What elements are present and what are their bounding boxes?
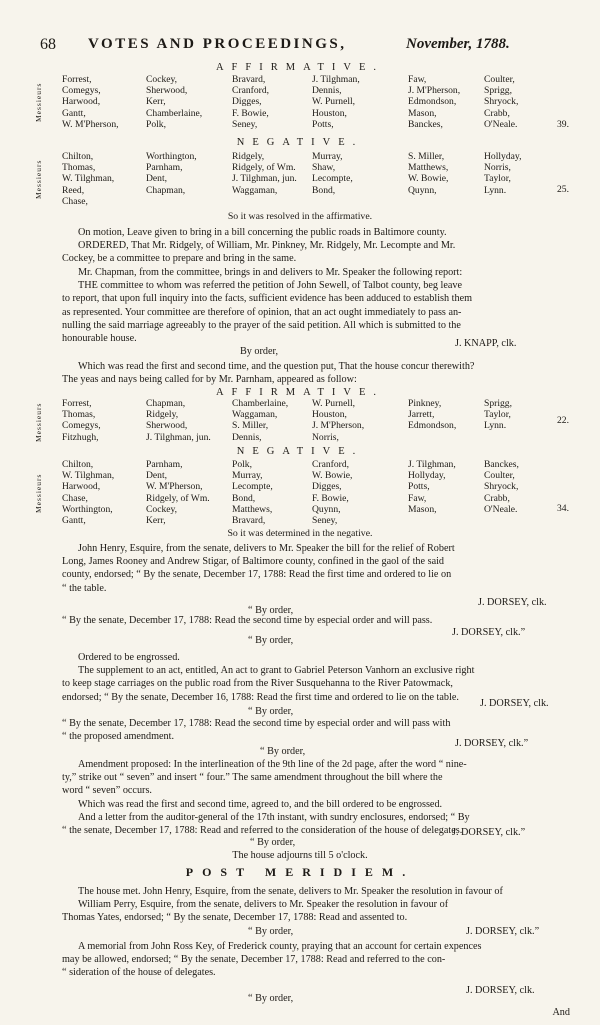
text-line: “ the table. bbox=[62, 582, 107, 594]
text-line: And a letter from the auditor-general of the 17th instant, with sundry enclosures, endorsed; “ By bbox=[78, 811, 470, 823]
text-line: endorsed; “ By the senate, December 16, 1788: Read the first time and ordered to lie on the table. bbox=[62, 691, 459, 703]
text-line: “ By the senate, December 17, 1788: Read the second time by especial order and will pass with bbox=[62, 718, 451, 729]
vote2-negative-messieurs: Messieurs bbox=[34, 473, 43, 513]
text-line: to report, that upon full inquiry into the facts, sufficient evidence has been adduced to establish them bbox=[62, 293, 473, 305]
voter-name: W. M'Pherson, bbox=[62, 118, 119, 130]
voter-name: Dennis, bbox=[312, 85, 342, 97]
voter-column bbox=[408, 151, 448, 196]
voter-name: Cranford, bbox=[232, 85, 270, 97]
sig5-clerk: J. DORSEY, clk.” bbox=[455, 738, 529, 749]
voter-name: Banckes, bbox=[408, 118, 443, 130]
voter-name: Edmondson, bbox=[408, 420, 457, 432]
voter-name: F. Bowie, bbox=[232, 107, 269, 119]
sig4-clerk: J. DORSEY, clk. bbox=[480, 698, 549, 709]
voter-name: Quynn, bbox=[408, 184, 437, 196]
voter-name: Reed, bbox=[62, 184, 85, 196]
voter-column bbox=[62, 151, 114, 207]
voter-name: Mason, bbox=[408, 503, 437, 515]
voter-name: Crabb, bbox=[484, 492, 510, 504]
voter-column bbox=[146, 459, 210, 526]
voter-column bbox=[484, 398, 512, 432]
voter-name: Lynn. bbox=[484, 420, 507, 432]
voter-column bbox=[484, 74, 518, 130]
voter-name: Shaw, bbox=[312, 162, 336, 174]
voter-name: Murray, bbox=[312, 151, 343, 162]
text-line: John Henry, Esquire, from the senate, delivers to Mr. Speaker the bill for the relief of Robert bbox=[78, 543, 455, 554]
voter-column bbox=[484, 151, 521, 196]
voter-column bbox=[232, 151, 297, 196]
vote2-negative-heading: NEGATIVE. bbox=[236, 446, 364, 457]
text-line: Which was read the first and second time, and the question put, That the house concur therewith? bbox=[78, 361, 475, 372]
voter-name: W. Purnell, bbox=[312, 96, 356, 108]
voter-name: Matthews, bbox=[232, 503, 273, 515]
voter-name: Seney, bbox=[312, 514, 338, 526]
vote2-negative-count: 34. bbox=[557, 503, 569, 514]
vote1-negative-messieurs: Messieurs bbox=[34, 159, 43, 199]
voter-name: Cockey, bbox=[146, 503, 178, 515]
voter-name: Chase, bbox=[62, 492, 88, 504]
text-line: as represented. Your committee are therefore of opinion, that an act ought immediately to pass an- bbox=[62, 306, 462, 318]
voter-name: Bond, bbox=[312, 184, 336, 196]
voter-column bbox=[146, 398, 211, 443]
para-stage-carriages bbox=[62, 651, 576, 704]
voter-name: Worthington, bbox=[62, 503, 113, 515]
voter-name: Ridgely, bbox=[232, 151, 265, 162]
voter-name: Dennis, bbox=[232, 431, 262, 443]
text-line: Amendment proposed: In the interlineation of the 9th line of the 2d page, after the word “ nine- bbox=[78, 759, 467, 770]
voter-name: Pinkney, bbox=[408, 398, 442, 409]
voter-column bbox=[408, 459, 456, 515]
text-line: The yeas and nays being called for by Mr. Parnham, appeared as follow: bbox=[62, 374, 357, 386]
voter-name: Bravard, bbox=[232, 74, 266, 85]
vote1-negative-count: 25. bbox=[557, 184, 569, 195]
voter-name: Chapman, bbox=[146, 398, 186, 409]
text-line: “ sideration of the house of delegates. bbox=[62, 967, 216, 979]
text-line: ty,” strike out “ seven” and insert “ four.” The same amendment throughout the bill where the bbox=[62, 772, 443, 784]
text-line: county, endorsed; “ By the senate, December 17, 1788: Read the first time and ordered to lie on bbox=[62, 569, 452, 581]
sig6-by-order: “ By order, bbox=[250, 837, 296, 848]
voter-column bbox=[232, 459, 273, 526]
text-line: Which was read the first and second time, agreed to, and the bill ordered to be engrossed. bbox=[78, 798, 443, 810]
text-line: nulling the said marriage agreeably to the prayer of the said petition. All which is submitted to the bbox=[62, 319, 461, 331]
voter-name: Faw, bbox=[408, 492, 427, 504]
text-line: On motion, Leave given to bring in a bill concerning the public roads in Baltimore county. bbox=[78, 227, 447, 238]
para-key-memorial bbox=[62, 940, 576, 980]
voter-name: Lecompte, bbox=[312, 173, 353, 185]
voter-column bbox=[312, 151, 353, 196]
sig5-by-order: “ By order, bbox=[260, 746, 306, 757]
voter-name: Forrest, bbox=[62, 74, 92, 85]
voter-name: Taylor, bbox=[484, 173, 511, 185]
voter-column bbox=[62, 74, 119, 130]
voter-name: Chapman, bbox=[146, 184, 186, 196]
text-line: The supplement to an act, entitled, An act to grant to Gabriel Peterson Vanhorn an exclusive right bbox=[78, 665, 475, 677]
voter-column bbox=[484, 459, 519, 515]
voter-name: Shryock, bbox=[484, 481, 519, 493]
text-line: to keep stage carriages on the public road from the River Susquehanna to the River Patowmack, bbox=[62, 678, 453, 690]
voter-name: Forrest, bbox=[62, 398, 92, 409]
voter-name: Harwood, bbox=[62, 96, 101, 108]
voter-name: S. Miller, bbox=[408, 151, 445, 162]
voter-name: Ridgely, of Wm. bbox=[146, 492, 210, 504]
voter-name: J. Tilghman, bbox=[408, 459, 456, 470]
voter-name: Chilton, bbox=[62, 459, 94, 470]
para-roads-bill bbox=[62, 226, 576, 266]
text-line: word “ seven” occurs. bbox=[62, 785, 152, 797]
adjournment: The house adjourns till 5 o'clock. bbox=[232, 850, 368, 861]
sig8-clerk: J. DORSEY, clk. bbox=[466, 985, 535, 996]
voter-name: Taylor, bbox=[484, 409, 511, 421]
text-line: Ordered to be engrossed. bbox=[78, 652, 180, 663]
voter-name: Digges, bbox=[312, 481, 342, 493]
voter-name: Fitzhugh, bbox=[62, 431, 99, 443]
voter-name: Sprigg, bbox=[484, 85, 512, 97]
voter-name: Sherwood, bbox=[146, 420, 188, 432]
voter-name: Chamberlaine, bbox=[146, 107, 203, 119]
voter-name: Polk, bbox=[232, 459, 252, 470]
vote2-affirmative-heading: AFFIRMATIVE. bbox=[215, 387, 385, 398]
voter-name: Sprigg, bbox=[484, 398, 512, 409]
voter-name: Ridgely, of Wm. bbox=[232, 162, 296, 174]
voter-name: Hollyday, bbox=[408, 470, 446, 482]
voter-name: W. M'Pherson, bbox=[146, 481, 203, 493]
vote1-affirmative-count: 39. bbox=[557, 119, 569, 130]
para-yeas-nays bbox=[62, 360, 576, 386]
sig1-clerk: J. KNAPP, clk. bbox=[455, 338, 517, 349]
voter-name: J. Tilghman, jun. bbox=[146, 431, 211, 443]
vote2-result: So it was determined in the negative. bbox=[227, 528, 373, 539]
voter-name: O'Neale. bbox=[484, 503, 518, 515]
page-number: 68 bbox=[40, 36, 56, 53]
voter-name: Chamberlaine, bbox=[232, 398, 289, 409]
voter-name: J. Tilghman, jun. bbox=[232, 173, 297, 185]
voter-name: Waggaman, bbox=[232, 409, 278, 421]
voter-column bbox=[62, 459, 114, 526]
voter-name: Norris, bbox=[484, 162, 511, 174]
voter-name: Edmondson, bbox=[408, 96, 457, 108]
vote2-affirmative-count: 22. bbox=[557, 415, 569, 426]
text-line: “ the senate, December 17, 1788: Read and referred to the consideration of the house of delegates. bbox=[62, 824, 463, 836]
voter-column bbox=[312, 74, 360, 130]
voter-column bbox=[146, 151, 197, 196]
voter-name: J. M'Pherson, bbox=[408, 85, 461, 97]
voter-name: Shryock, bbox=[484, 96, 519, 108]
voter-name: Murray, bbox=[232, 470, 263, 482]
vote1-affirmative-messieurs: Messieurs bbox=[34, 82, 43, 122]
voter-column bbox=[146, 74, 202, 130]
voter-name: Thomas, bbox=[62, 409, 96, 421]
vote1-negative-heading: NEGATIVE. bbox=[236, 137, 364, 148]
sig3-clerk: J. DORSEY, clk.” bbox=[452, 627, 526, 638]
sig2-clerk: J. DORSEY, clk. bbox=[478, 597, 547, 608]
voter-name: Comegys, bbox=[62, 85, 101, 97]
voter-name: W. Bowie, bbox=[312, 470, 353, 482]
voter-name: Polk, bbox=[146, 118, 166, 130]
text-line: Mr. Chapman, from the committee, brings in and delivers to Mr. Speaker the following report: bbox=[78, 267, 463, 278]
voter-name: Hollyday, bbox=[484, 151, 522, 162]
voter-name: Parnham, bbox=[146, 162, 183, 174]
text-line: Thomas Yates, endorsed; “ By the senate, December 17, 1788: Read and assented to. bbox=[62, 912, 408, 924]
voter-column bbox=[408, 74, 460, 130]
text-line: honourable house. bbox=[62, 332, 137, 344]
voter-name: Harwood, bbox=[62, 481, 101, 493]
voter-column bbox=[232, 398, 288, 443]
voter-name: Banckes, bbox=[484, 459, 519, 470]
sig7-clerk: J. DORSEY, clk.” bbox=[466, 926, 540, 937]
sig7-by-order: “ By order, bbox=[248, 926, 294, 937]
voter-name: Worthington, bbox=[146, 151, 197, 162]
voter-column bbox=[312, 459, 352, 526]
voter-name: Mason, bbox=[408, 107, 437, 119]
header-date: November, 1788. bbox=[406, 36, 510, 52]
voter-name: Coulter, bbox=[484, 470, 515, 482]
catchword: And bbox=[552, 1007, 570, 1018]
voter-name: Crabb, bbox=[484, 107, 510, 119]
sig1-by-order: By order, bbox=[240, 346, 279, 357]
voter-name: F. Bowie, bbox=[312, 492, 349, 504]
voter-name: Matthews, bbox=[408, 162, 449, 174]
text-line: Long, James Rooney and Andrew Stigar, of Baltimore county, confined in the gaol of the said bbox=[62, 556, 445, 568]
voter-name: Seney, bbox=[232, 118, 258, 130]
voter-name: Norris, bbox=[312, 431, 339, 443]
voter-name: Comegys, bbox=[62, 420, 101, 432]
para-perry-resolution bbox=[62, 885, 576, 925]
text-line: William Perry, Esquire, from the senate, delivers to Mr. Speaker the resolution in favour of bbox=[78, 899, 449, 911]
text-line: “ By the senate, December 17, 1788: Read the second time by especial order and will pass. bbox=[62, 615, 433, 626]
voter-name: Chilton, bbox=[62, 151, 94, 162]
voter-name: Houston, bbox=[312, 409, 347, 421]
post-meridiem-heading: POST MERIDIEM. bbox=[185, 865, 415, 879]
voter-name: W. Tilghman, bbox=[62, 173, 115, 185]
voter-name: Chase, bbox=[62, 195, 88, 207]
para-relief-bill bbox=[62, 542, 576, 595]
vote2-affirmative-messieurs: Messieurs bbox=[34, 402, 43, 442]
voter-name: Cockey, bbox=[146, 74, 178, 85]
voter-name: Lecompte, bbox=[232, 481, 273, 493]
voter-column bbox=[408, 398, 456, 432]
voter-name: Gantt, bbox=[62, 107, 86, 119]
header-title: VOTES AND PROCEEDINGS, bbox=[88, 36, 347, 52]
vote1-result: So it was resolved in the affirmative. bbox=[227, 211, 373, 222]
running-header bbox=[40, 38, 580, 58]
voter-name: Potts, bbox=[312, 118, 334, 130]
voter-name: Waggaman, bbox=[232, 184, 278, 196]
voter-name: J. Tilghman, bbox=[312, 74, 360, 85]
voter-name: O'Neale. bbox=[484, 118, 518, 130]
sig6-clerk: J. DORSEY, clk.” bbox=[452, 827, 526, 838]
voter-name: Thomas, bbox=[62, 162, 96, 174]
voter-name: Potts, bbox=[408, 481, 430, 493]
vote1-affirmative-heading: AFFIRMATIVE. bbox=[215, 62, 385, 73]
text-line: may be allowed, endorsed; “ By the senate, December 17, 1788: Read and referred to the con- bbox=[62, 954, 446, 966]
voter-name: W. Bowie, bbox=[408, 173, 449, 185]
voter-name: Kerr, bbox=[146, 96, 166, 108]
voter-name: Dent, bbox=[146, 470, 168, 482]
sig2-by-order: “ By order, bbox=[248, 605, 294, 616]
text-line: Cockey, be a committee to prepare and bring in the same. bbox=[62, 253, 297, 265]
voter-column bbox=[62, 398, 101, 443]
voter-name: Gantt, bbox=[62, 514, 86, 526]
text-line: “ the proposed amendment. bbox=[62, 731, 175, 743]
voter-name: W. Tilghman, bbox=[62, 470, 115, 482]
voter-name: Ridgely, bbox=[146, 409, 179, 421]
voter-column bbox=[232, 74, 269, 130]
voter-name: Coulter, bbox=[484, 74, 515, 85]
voter-name: Digges, bbox=[232, 96, 262, 108]
voter-column bbox=[312, 398, 364, 443]
voter-name: Lynn. bbox=[484, 184, 507, 196]
voter-name: Bond, bbox=[232, 492, 256, 504]
sig4-by-order: “ By order, bbox=[248, 706, 294, 717]
voter-name: Quynn, bbox=[312, 503, 341, 515]
para-committee-report bbox=[62, 266, 576, 345]
voter-name: S. Miller, bbox=[232, 420, 269, 432]
sig8-by-order: “ By order, bbox=[248, 993, 294, 1004]
voter-name: Faw, bbox=[408, 74, 427, 85]
text-line: ORDERED, That Mr. Ridgely, of William, Mr. Pinkney, Mr. Ridgely, Mr. Lecompte and Mr. bbox=[78, 240, 456, 252]
text-line: The house met. John Henry, Esquire, from the senate, delivers to Mr. Speaker the resolution in favour of bbox=[78, 886, 503, 897]
voter-name: Jarrett, bbox=[408, 409, 435, 421]
text-line: THE committee to whom was referred the petition of John Sewell, of Talbot county, beg leave bbox=[78, 280, 463, 292]
voter-name: Bravard, bbox=[232, 514, 266, 526]
voter-name: J. M'Pherson, bbox=[312, 420, 365, 432]
voter-name: W. Purnell, bbox=[312, 398, 356, 409]
voter-name: Sherwood, bbox=[146, 85, 188, 97]
text-line: A memorial from John Ross Key, of Frederick county, praying that an account for certain expences bbox=[78, 941, 482, 952]
voter-name: Parnham, bbox=[146, 459, 183, 470]
voter-name: Cranford, bbox=[312, 459, 350, 470]
voter-name: Dent, bbox=[146, 173, 168, 185]
voter-name: Houston, bbox=[312, 107, 347, 119]
sig3-by-order: “ By order, bbox=[248, 635, 294, 646]
voter-name: Kerr, bbox=[146, 514, 166, 526]
